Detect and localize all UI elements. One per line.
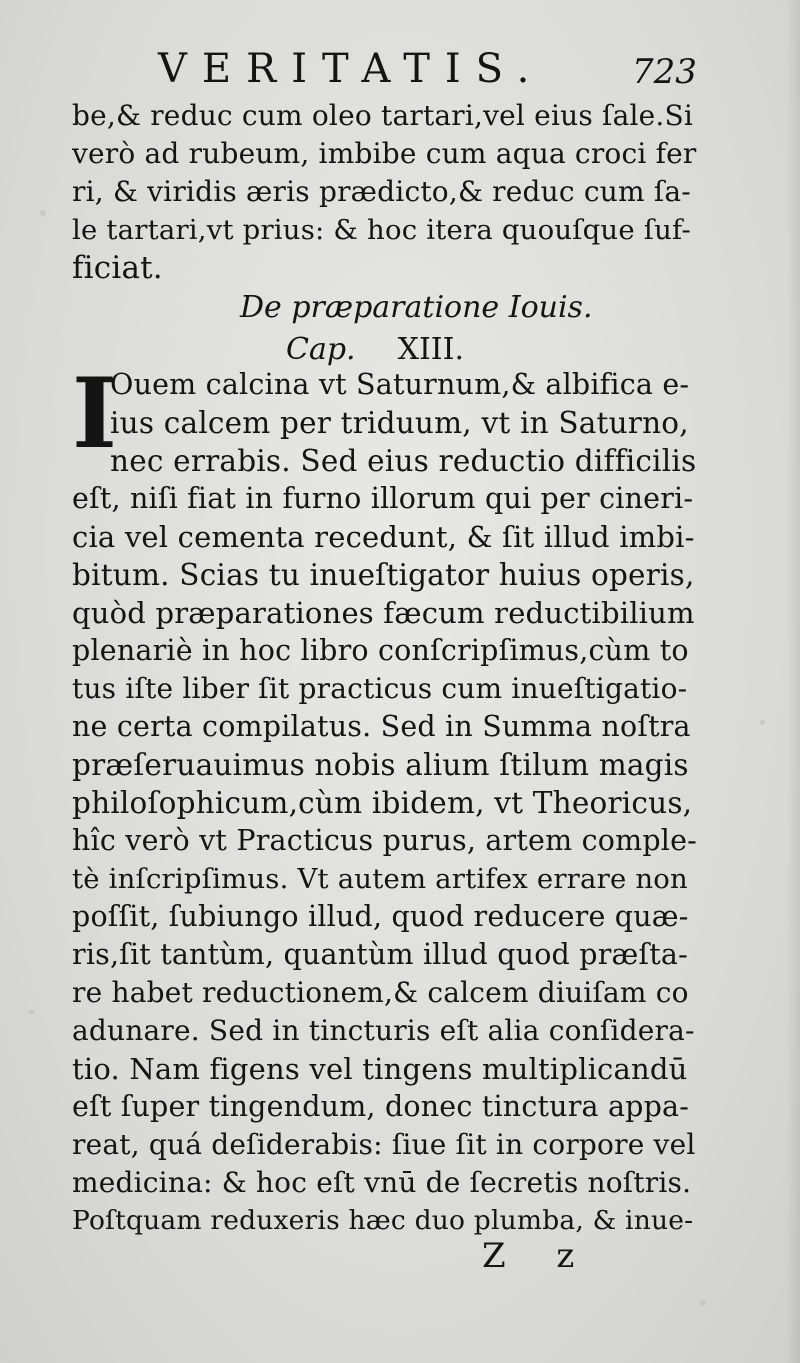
- paper-speck: [40, 210, 46, 216]
- text-line: cia vel cementa recedunt, & ſit illud imbi-: [72, 520, 695, 554]
- text-line: ne certa compilatus. Sed in Summa noſtra: [72, 710, 691, 743]
- chapter-number: XIII.: [397, 332, 465, 367]
- page-edge-shadow: [786, 0, 800, 1363]
- section-heading: De præparatione Iouis.: [240, 290, 593, 325]
- text-line: ficiat.: [72, 250, 163, 286]
- text-line: reat, quá deſiderabis: ſiue ſit in corpore vel: [72, 1128, 696, 1161]
- text-line: tè inſcripſimus. Vt autem artifex errare non: [72, 863, 688, 895]
- text-line: ris,ſit tantùm, quantùm illud quod præſta-: [72, 938, 688, 971]
- text-line: re habet reductionem,& calcem diuiſam co: [72, 976, 689, 1009]
- drop-cap: I: [72, 357, 117, 470]
- chapter-word: Cap.: [286, 332, 356, 367]
- chapter-paragraph: [72, 357, 697, 1240]
- chapter-label: [286, 332, 464, 367]
- text-line: verò ad rubeum, imbibe cum aqua croci fer: [72, 137, 697, 170]
- opening-paragraph: [72, 97, 697, 287]
- text-line: le tartari,vt prius: & hoc itera quouſque ſuf-: [72, 214, 691, 246]
- text-line: ius calcem per triduum, vt in Saturno,: [110, 406, 689, 440]
- text-line: philoſophicum,cùm ibidem, vt Theoricus,: [72, 786, 693, 820]
- signature-mark: Z z: [482, 1236, 595, 1276]
- paper-speck: [28, 1010, 35, 1014]
- text-line: hîc verò vt Practicus purus, artem comple-: [72, 824, 697, 857]
- text-line: nec errabis. Sed eius reductio difficilis: [110, 444, 697, 478]
- text-line: bitum. Scias tu inueſtigator huius operis,: [72, 558, 695, 592]
- text-line: adunare. Sed in tincturis eſt alia conſidera-: [72, 1014, 695, 1047]
- text-line: tio. Nam figens vel tingens multiplicandū: [72, 1052, 688, 1086]
- text-line: Ouem calcina vt Saturnum,& albifica e-: [110, 368, 690, 401]
- text-line: medicina: & hoc eſt vnū de ſecretis noſtris.: [72, 1166, 692, 1199]
- text-line: ri, & viridis æris prædicto,& reduc cum ſa-: [72, 175, 691, 208]
- text-line: quòd præparationes fæcum reductibilium: [72, 596, 695, 630]
- text-line: præſeruauimus nobis alium ſtilum magis: [72, 748, 689, 782]
- text-line: poſſit, ſubiungo illud, quod reducere quæ-: [72, 900, 689, 933]
- text-line: eſt ſuper tingendum, donec tinctura appa-: [72, 1090, 690, 1123]
- paper-speck: [700, 1300, 706, 1306]
- text-line: Poſtquam reduxeris hæc duo plumba, & inue-: [72, 1205, 694, 1236]
- page-number: 723: [632, 52, 697, 92]
- running-title: VERITATIS.: [158, 46, 545, 92]
- text-line: eſt, niſi fiat in furno illorum qui per cineri-: [72, 482, 694, 515]
- paper-speck: [760, 720, 765, 725]
- text-line: tus iſte liber ſit practicus cum inueſtigatio-: [72, 672, 688, 705]
- text-line: plenariè in hoc libro conſcripſimus,cùm to: [72, 634, 689, 667]
- text-line: be,& reduc cum oleo tartari,vel eius ſale.Si: [72, 99, 694, 132]
